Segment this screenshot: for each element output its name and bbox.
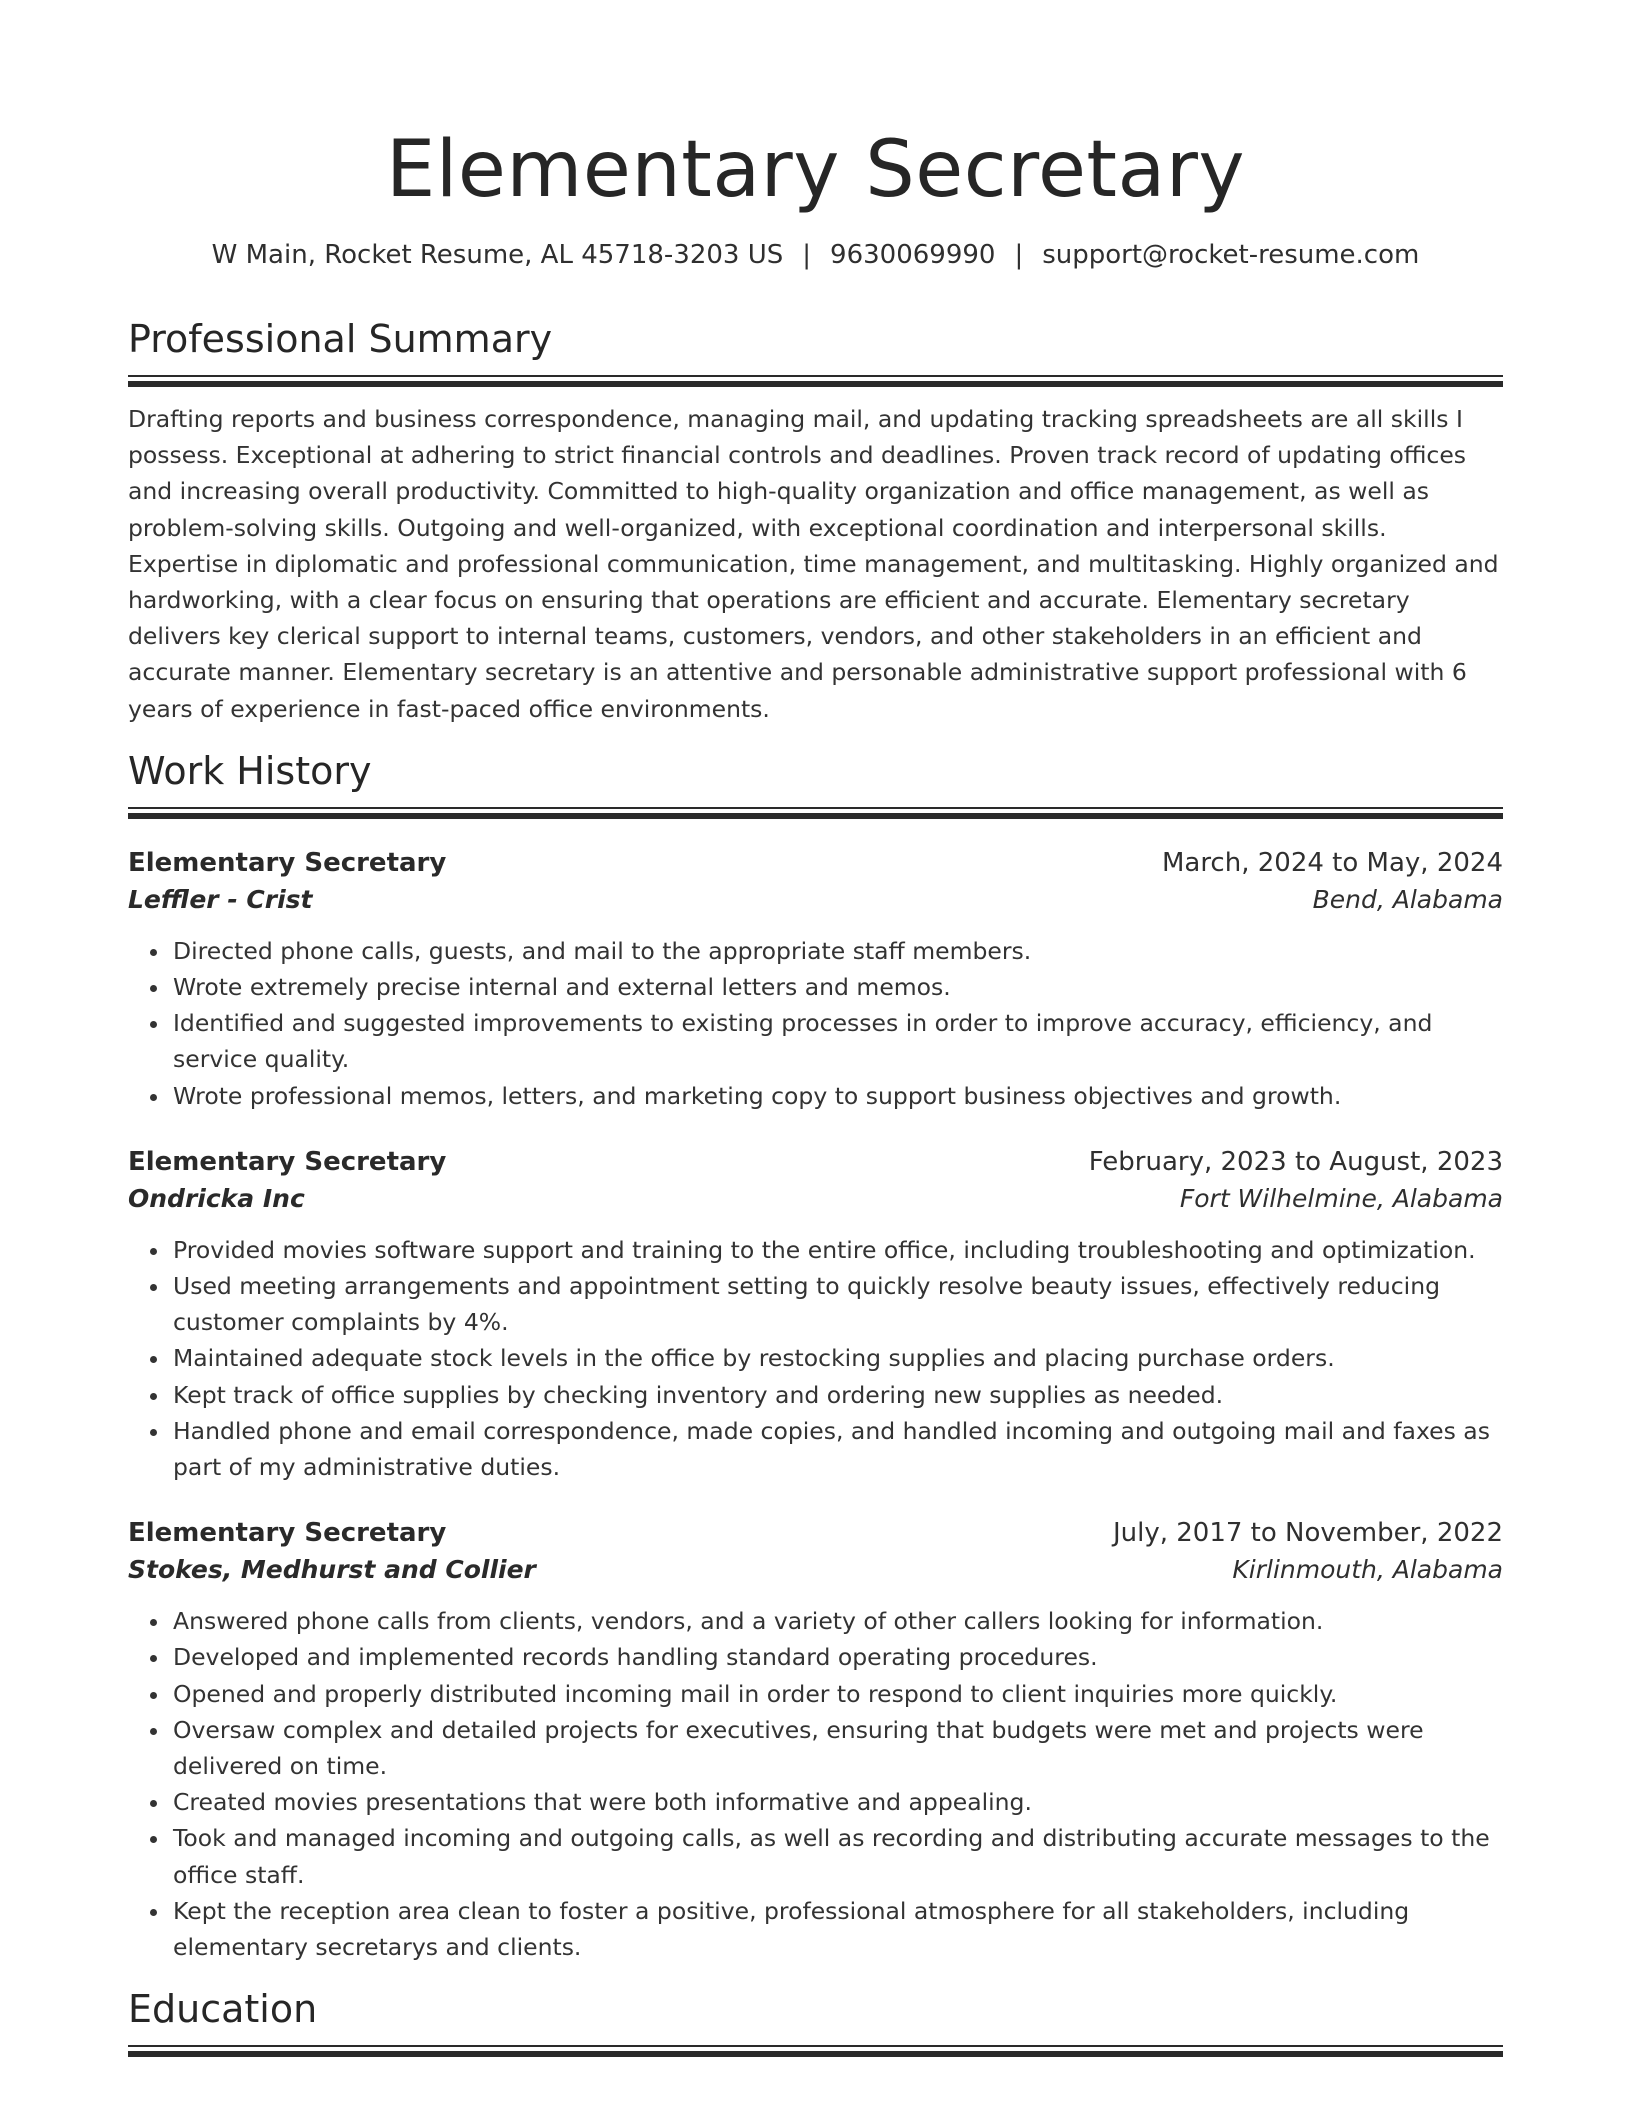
job-company-row — [128, 1551, 1503, 1589]
job-bullet: • Wrote extremely precise internal and external letters and memos. — [171, 969, 1503, 1005]
job-header-row — [128, 1144, 1503, 1180]
resume-name-title: Elementary Secretary — [385, 125, 1246, 215]
contact-address: W Main, Rocket Resume, AL 45718-3203 US — [211, 240, 784, 270]
job-bullet: • Handled phone and email correspondence, made copies, and handled incoming and outgoing mail and faxes as part of my administrative duties. — [171, 1413, 1503, 1485]
job-company: Leffler - Crist — [128, 884, 313, 914]
contact-line — [128, 238, 1503, 272]
job-location: Kirlinmouth, Alabama — [1232, 1555, 1503, 1585]
job-bullet: • Directed phone calls, guests, and mail to the appropriate staff members. — [171, 933, 1503, 969]
job-title: Elementary Secretary — [128, 1146, 447, 1177]
job-bullet: • Kept the reception area clean to foster a positive, professional atmosphere for all stakeholders, including elementary secretarys and clients. — [171, 1893, 1503, 1965]
job-bullet: • Used meeting arrangements and appointment setting to quickly resolve beauty issues, effectively reducing customer complaints by 4%. — [171, 1268, 1503, 1340]
section-divider — [128, 807, 1503, 819]
contact-phone: 9630069990 — [830, 240, 996, 270]
job-entry — [128, 1515, 1503, 1965]
job-bullet-list — [128, 1232, 1503, 1485]
job-company: Ondricka Inc — [128, 1183, 305, 1213]
section-divider — [128, 375, 1503, 387]
job-location: Fort Wilhelmine, Alabama — [1179, 1183, 1503, 1213]
education-heading: Education — [128, 1987, 318, 2032]
job-location: Bend, Alabama — [1312, 884, 1503, 914]
job-entry — [128, 1144, 1503, 1485]
job-title: Elementary Secretary — [128, 847, 447, 878]
job-bullet: • Developed and implemented records handling standard operating procedures. — [171, 1639, 1503, 1675]
summary-paragraph: Drafting reports and business correspondence, managing mail, and updating tracking spreadsheets are all skills I possess. Exceptional at adhering to strict financial controls and deadlines. Proven track record of updating offices and increasing overall productivity. Committed to high-quality organization and office management, as well as problem-solving skills. Outgoing and well-organized, with exceptional coordination and interpersonal skills. Expertise in diplomatic and professional communication, time management, and multitasking. Highly organized and hardworking, with a clear focus on ensuring that operations are efficient and accurate. Elementary secretary delivers key clerical support to internal teams, customers, vendors, and other stakeholders in an efficient and accurate manner. Elementary secretary is an attentive and personable administrative support professional with 6 years of experience in fast-paced office environments. — [128, 405, 1499, 723]
job-bullet: • Maintained adequate stock levels in the office by restocking supplies and placing purchase orders. — [171, 1340, 1503, 1376]
job-bullet: • Created movies presentations that were both informative and appealing. — [171, 1784, 1503, 1820]
job-bullet: • Provided movies software support and training to the entire office, including troubleshooting and optimization. — [171, 1232, 1503, 1268]
contact-separator: | — [802, 240, 812, 270]
job-bullet: • Took and managed incoming and outgoing calls, as well as recording and distributing accurate messages to the office staff. — [171, 1820, 1503, 1892]
job-bullet: • Kept track of office supplies by checking inventory and ordering new supplies as needed. — [171, 1377, 1503, 1413]
job-bullet: • Answered phone calls from clients, vendors, and a variety of other callers looking for information. — [171, 1603, 1503, 1639]
job-dates: July, 2017 to November, 2022 — [1112, 1518, 1503, 1549]
resume-page — [128, 0, 1503, 2057]
job-company-row — [128, 881, 1503, 919]
job-company: Stokes, Medhurst and Collier — [128, 1555, 536, 1585]
job-bullet: • Oversaw complex and detailed projects for executives, ensuring that budgets were met and projects were delivered on time. — [171, 1712, 1503, 1784]
work-history-heading: Work History — [128, 748, 372, 793]
contact-separator: | — [1014, 240, 1024, 270]
job-header-row — [128, 1515, 1503, 1551]
job-company-row — [128, 1180, 1503, 1218]
job-bullet: • Identified and suggested improvements to existing processes in order to improve accuracy, efficiency, and service quality. — [171, 1005, 1503, 1077]
job-entry — [128, 845, 1503, 1114]
job-bullet-list — [128, 933, 1503, 1114]
job-dates: February, 2023 to August, 2023 — [1088, 1146, 1503, 1177]
job-bullet: • Opened and properly distributed incoming mail in order to respond to client inquiries more quickly. — [171, 1676, 1503, 1712]
job-header-row — [128, 845, 1503, 881]
section-divider — [128, 2045, 1503, 2057]
job-title: Elementary Secretary — [128, 1518, 447, 1549]
job-dates: March, 2024 to May, 2024 — [1161, 847, 1503, 878]
job-bullet: • Wrote professional memos, letters, and marketing copy to support business objectives and growth. — [171, 1078, 1503, 1114]
contact-email: support@rocket-resume.com — [1042, 240, 1420, 270]
summary-heading: Professional Summary — [128, 317, 553, 361]
job-bullet-list — [128, 1603, 1503, 1965]
